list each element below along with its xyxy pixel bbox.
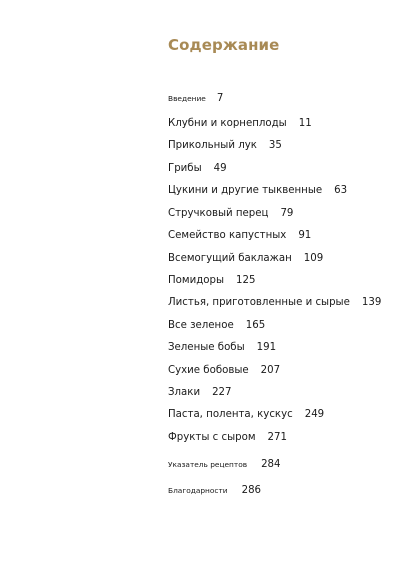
toc-entry-label: Помидоры xyxy=(168,275,224,286)
toc-entry-page: 35 xyxy=(268,140,282,151)
toc-entry-label: Введение xyxy=(168,94,206,103)
toc-entry-label: Все зеленое xyxy=(168,320,234,331)
toc-entry-page: 165 xyxy=(245,320,266,331)
toc-entry xyxy=(168,458,281,472)
toc-entry-label: Прикольный лук xyxy=(168,140,257,151)
page-title: Содержание xyxy=(168,36,280,54)
toc-entry-page: 91 xyxy=(298,230,312,241)
toc-entry-label: Всемогущий баклажан xyxy=(168,253,292,264)
toc-entry xyxy=(168,92,223,106)
toc-entry-page: 63 xyxy=(334,185,348,196)
toc-entry xyxy=(168,139,282,153)
toc-entry xyxy=(168,162,227,176)
toc-entry-page: 109 xyxy=(303,253,324,264)
toc-entry-page: 227 xyxy=(212,387,232,398)
toc-entry xyxy=(168,364,280,378)
toc-entry-page: 249 xyxy=(304,409,325,420)
toc-entry xyxy=(168,252,323,266)
toc-entry xyxy=(168,296,381,310)
toc-entry-label: Зеленые бобы xyxy=(168,342,245,353)
toc-entry-page: 7 xyxy=(216,93,224,104)
toc-entry-label: Листья, приготовленные и сырые xyxy=(168,297,350,308)
toc-entry xyxy=(168,319,265,333)
toc-entry-label: Стручковый перец xyxy=(168,208,269,219)
toc-entry-label: Сухие бобовые xyxy=(168,365,249,376)
toc-entry-label: Семейство капустных xyxy=(168,230,287,241)
toc-entry-label: Благодарности xyxy=(168,486,228,495)
toc-entry-label: Злаки xyxy=(168,387,201,398)
toc-entry-label: Указатель рецептов xyxy=(168,460,248,469)
toc-entry-page: 271 xyxy=(267,432,287,443)
toc-entry-page: 286 xyxy=(241,485,262,496)
toc-entry xyxy=(168,408,324,422)
toc-entry xyxy=(168,207,293,221)
toc-entry xyxy=(168,229,311,243)
toc-entry xyxy=(168,386,232,400)
toc-entry-label: Фрукты с сыром xyxy=(168,432,256,443)
toc-entry-page: 191 xyxy=(256,342,277,353)
toc-list xyxy=(168,0,398,568)
toc-entry-page: 139 xyxy=(361,297,382,308)
toc-entry-page: 11 xyxy=(298,118,312,129)
toc-entry-label: Грибы xyxy=(168,163,202,174)
toc-entry xyxy=(168,117,312,131)
toc-entry-page: 125 xyxy=(236,275,256,286)
toc-entry xyxy=(168,341,276,355)
toc-entry-label: Цукини и другие тыквенные xyxy=(168,185,323,196)
toc-entry xyxy=(168,184,347,198)
toc-entry-page: 284 xyxy=(261,459,281,470)
toc-entry-page: 207 xyxy=(260,365,281,376)
toc-entry xyxy=(168,484,261,498)
toc-entry-page: 49 xyxy=(213,163,227,174)
toc-entry-label: Паста, полента, кускус xyxy=(168,409,293,420)
toc-entry xyxy=(168,274,255,288)
toc-entry-label: Клубни и корнеплоды xyxy=(168,118,287,129)
toc-entry xyxy=(168,431,287,445)
toc-entry-page: 79 xyxy=(280,208,294,219)
